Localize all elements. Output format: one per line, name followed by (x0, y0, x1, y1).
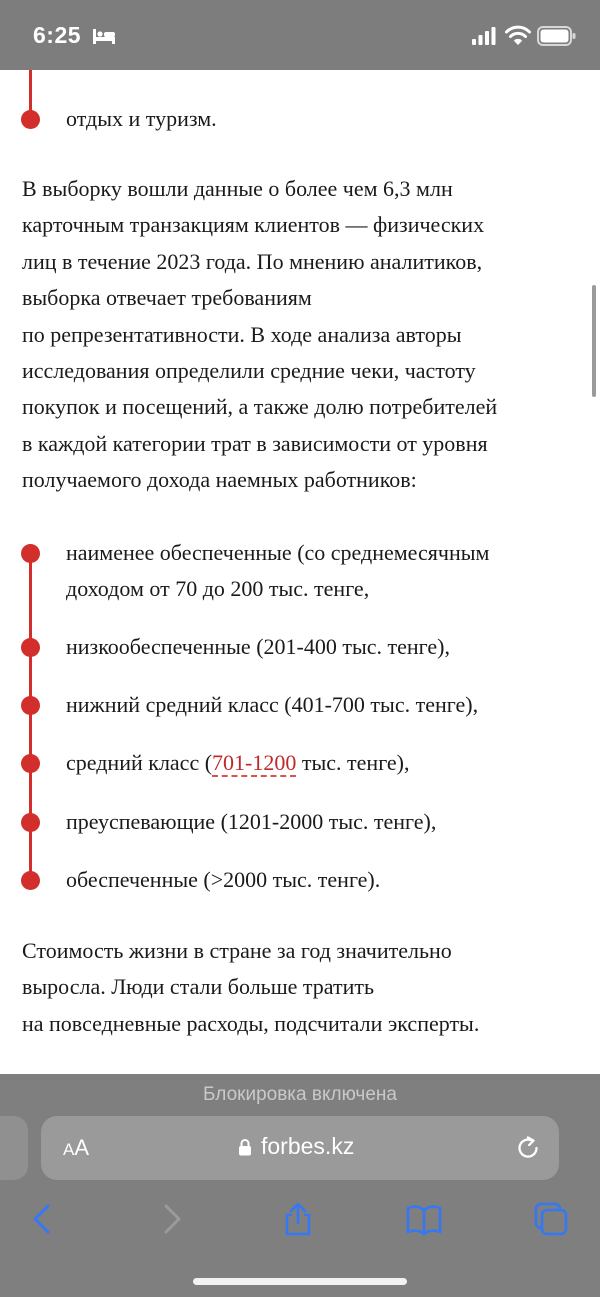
reload-icon[interactable] (515, 1135, 541, 1161)
article-content (0, 70, 600, 1074)
paragraph-line: выросла. Люди стали больше тратить (22, 974, 375, 1000)
scroll-indicator[interactable] (592, 285, 596, 397)
paragraph-cost-of-living (22, 933, 582, 1042)
bullet-dot (21, 696, 40, 715)
paragraph-line: Стоимость жизни в стране за год значительно (22, 938, 452, 963)
bullet-dot (21, 638, 40, 657)
bullet-dot (21, 754, 40, 773)
lock-icon (238, 1138, 252, 1156)
signal-icon (472, 27, 496, 45)
paragraph-line: исследования определили средние чеки, частоту (22, 358, 476, 384)
tabs-icon[interactable] (533, 1201, 569, 1237)
page-settings-button[interactable] (63, 1135, 89, 1161)
paragraph-line: на повседневные расходы, подсчитали эксперты. (22, 1010, 480, 1036)
battery-icon (537, 26, 577, 46)
bullet-dot (21, 544, 40, 563)
paragraph-line: карточным транзакциям клиентов — физических (22, 212, 485, 238)
paragraph-line: по репрезентативности. В ходе анализа авторы (22, 321, 462, 347)
address-bar[interactable] (41, 1116, 559, 1180)
bullet-dot (21, 871, 40, 890)
wifi-icon (505, 24, 531, 46)
income-list-item (66, 535, 576, 607)
content-blocker-label: Блокировка включена (203, 1084, 397, 1105)
bed-icon (92, 27, 116, 45)
paragraph-sample-description (22, 171, 582, 499)
list-item-line: наименее обеспеченные (со среднемесячным (66, 540, 490, 565)
paragraph-line: лиц в течение 2023 года. По мнению аналитиков, (22, 248, 483, 274)
list-item-text: тыс. тенге), (296, 750, 410, 775)
paragraph-line: в каждой категории трат в зависимости от уровня (22, 430, 488, 456)
income-list-item: нижний средний класс (401-700 тыс. тенге), (66, 692, 479, 717)
paragraph-line: выборка отвечает требованиям (22, 285, 312, 311)
forward-icon[interactable] (154, 1201, 190, 1237)
status-time: 6:25 (33, 22, 82, 48)
bookmarks-icon[interactable] (406, 1201, 442, 1237)
share-icon[interactable] (280, 1201, 316, 1237)
paragraph-line: получаемого дохода наемных работников: (22, 467, 417, 493)
back-icon[interactable] (24, 1201, 60, 1237)
previous-tab-card[interactable] (0, 1116, 28, 1180)
bullet-dot (21, 110, 40, 129)
status-bar (0, 0, 600, 70)
paragraph-line: покупок и посещений, а также долю потребителей (22, 394, 498, 420)
paragraph-line: В выборку вошли данные о более чем 6,3 млн (22, 176, 453, 201)
income-list-item: обеспеченные (>2000 тыс. тенге). (66, 867, 381, 892)
list-item-line: доходом от 70 до 200 тыс. тенге, (66, 576, 370, 601)
browser-toolbar (0, 1074, 600, 1297)
url-text[interactable]: forbes.kz (261, 1133, 355, 1159)
aa-large: A (74, 1135, 90, 1160)
income-list-item (66, 745, 576, 781)
aa-small: A (63, 1140, 75, 1159)
income-list-item: преуспевающие (1201-2000 тыс. тенге), (66, 809, 437, 834)
bullet-dot (21, 813, 40, 832)
highlighted-link[interactable]: 701-1200 (212, 750, 297, 775)
income-list-item: низкообеспеченные (201-400 тыс. тенге), (66, 634, 450, 659)
list-item-text: средний класс ( (66, 750, 213, 775)
home-indicator[interactable] (193, 1278, 407, 1285)
list-item: отдых и туризм. (66, 106, 217, 131)
